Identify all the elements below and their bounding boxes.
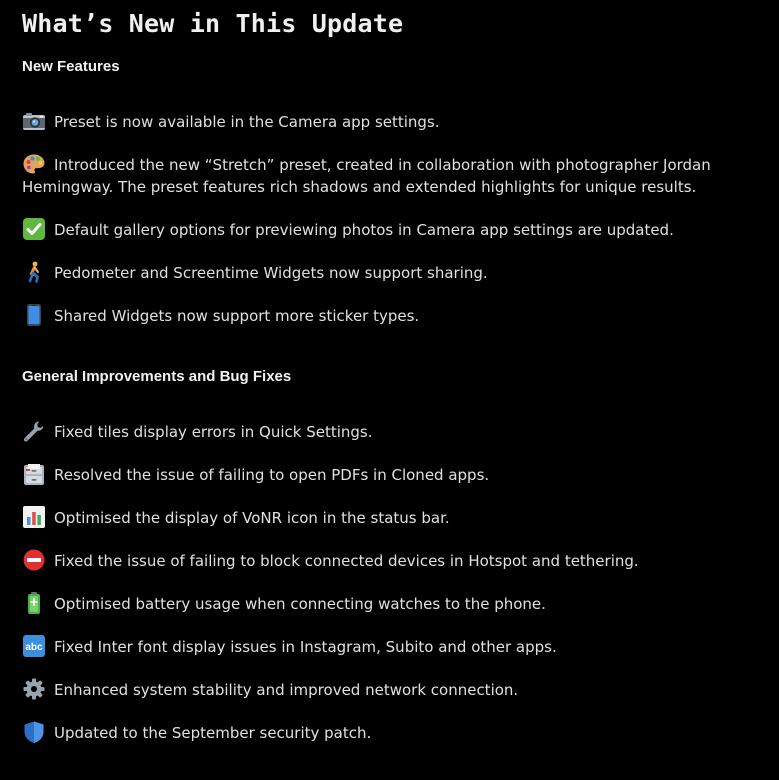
list-item (22, 506, 742, 529)
list-item (22, 592, 742, 615)
camera-icon (22, 110, 46, 132)
list-item (22, 549, 742, 572)
mobile-phone-icon (22, 304, 46, 326)
section-heading-general-improvements: General Improvements and Bug Fixes (22, 368, 292, 385)
list-item-text: Default gallery options for previewing photos in Camera app settings are updated. (54, 221, 674, 239)
abc-icon (22, 635, 46, 657)
list-item-text: Pedometer and Screentime Widgets now support sharing. (54, 264, 488, 282)
bar-chart-icon (22, 506, 46, 528)
list-item-text: Fixed tiles display errors in Quick Settings. (54, 423, 373, 441)
wrench-icon (22, 420, 46, 442)
page-title: What’s New in This Update (22, 9, 404, 38)
list-item (22, 110, 742, 133)
gear-icon (22, 678, 46, 700)
list-item-text: Fixed the issue of failing to block connected devices in Hotspot and tethering. (54, 552, 639, 570)
list-item (22, 218, 742, 241)
list-item (22, 153, 742, 198)
section-heading-new-features: New Features (22, 58, 120, 75)
list-item (22, 261, 742, 284)
list-item (22, 463, 742, 486)
svg-text:abc: abc (25, 642, 43, 653)
list-item-text: Enhanced system stability and improved network connection. (54, 681, 519, 699)
list-item-text: Preset is now available in the Camera app settings. (54, 113, 440, 131)
list-item (22, 635, 742, 658)
list-item (22, 420, 742, 443)
general-improvements-list (22, 420, 779, 744)
list-item-text: Resolved the issue of failing to open PDFs in Cloned apps. (54, 466, 490, 484)
list-item-text: Optimised battery usage when connecting watches to the phone. (54, 595, 546, 613)
list-item-text: Updated to the September security patch. (54, 724, 372, 742)
list-item (22, 678, 742, 701)
list-item (22, 721, 742, 744)
list-item (22, 304, 742, 327)
new-features-list (22, 110, 779, 327)
list-item-text: Introduced the new “Stretch” preset, created in collaboration with photographer Jordan Hemingway. The preset features rich shadows and extended highlights for unique results. (22, 156, 711, 196)
no-entry-icon (22, 549, 46, 571)
file-cabinet-icon (22, 463, 46, 485)
shield-icon (22, 721, 46, 743)
list-item-text: Fixed Inter font display issues in Instagram, Subito and other apps. (54, 638, 557, 656)
list-item-text: Shared Widgets now support more sticker types. (54, 307, 420, 325)
battery-icon (22, 592, 46, 614)
check-mark-icon (22, 218, 46, 240)
list-item-text: Optimised the display of VoNR icon in the status bar. (54, 509, 450, 527)
artist-palette-icon (22, 153, 46, 175)
person-walking-icon (22, 261, 46, 283)
